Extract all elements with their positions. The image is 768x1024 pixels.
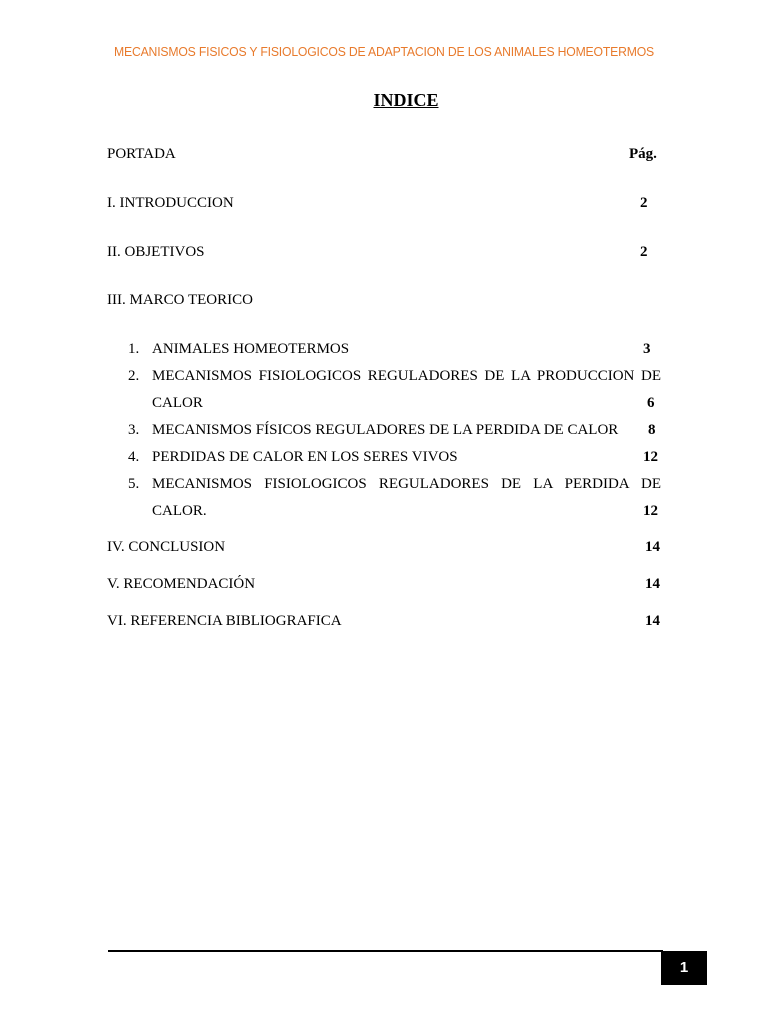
toc-sub-number: 2. [128,368,140,384]
toc-label: III. MARCO TEORICO [107,292,253,308]
toc-label: PORTADA [107,146,176,162]
footer-rule [108,950,663,952]
toc-sub-label-line1: MECANISMOS FISIOLOGICOS REGULADORES DE LA PRODUCCION DE [152,368,661,384]
toc-page: 12 [643,503,658,519]
toc-sub-label: PERDIDAS DE CALOR EN LOS SERES VIVOS [152,449,458,465]
toc-page: 6 [647,395,655,411]
toc-sub-label-line2: CALOR. [152,503,207,519]
toc-page: 2 [640,195,648,211]
toc-page: 8 [648,422,656,438]
toc-sub-label: MECANISMOS FÍSICOS REGULADORES DE LA PERDIDA DE CALOR [152,422,619,438]
toc-page: 3 [643,341,651,357]
toc-sub-label: ANIMALES HOMEOTERMOS [152,341,350,357]
page-column-header: Pág. [629,146,657,162]
page-number-box: 1 [661,951,707,985]
toc-label: II. OBJETIVOS [107,244,205,260]
running-header: MECANISMOS FISICOS Y FISIOLOGICOS DE ADAPTACION DE LOS ANIMALES HOMEOTERMOS [113,44,654,59]
toc-sub-number: 4. [128,449,140,465]
toc-label: VI. REFERENCIA BIBLIOGRAFICA [107,613,342,629]
toc-label: I. INTRODUCCION [107,195,234,211]
toc-page: 14 [645,613,660,629]
toc-sub-number: 5. [128,476,140,492]
toc-page: 14 [645,539,660,555]
page-title: INDICE [373,90,439,110]
toc-label: V. RECOMENDACIÓN [107,576,256,592]
toc-page: 12 [643,449,658,465]
toc-sub-label-line1: MECANISMOS FISIOLOGICOS REGULADORES DE LA PERDIDA DE [152,476,661,492]
toc-sub-number: 3. [128,422,140,438]
toc-sub-number: 1. [128,341,140,357]
toc-page: 2 [640,244,648,260]
toc-sub-label-line2: CALOR [152,395,203,411]
toc-label: IV. CONCLUSION [107,539,226,555]
toc-page: 14 [645,576,660,592]
